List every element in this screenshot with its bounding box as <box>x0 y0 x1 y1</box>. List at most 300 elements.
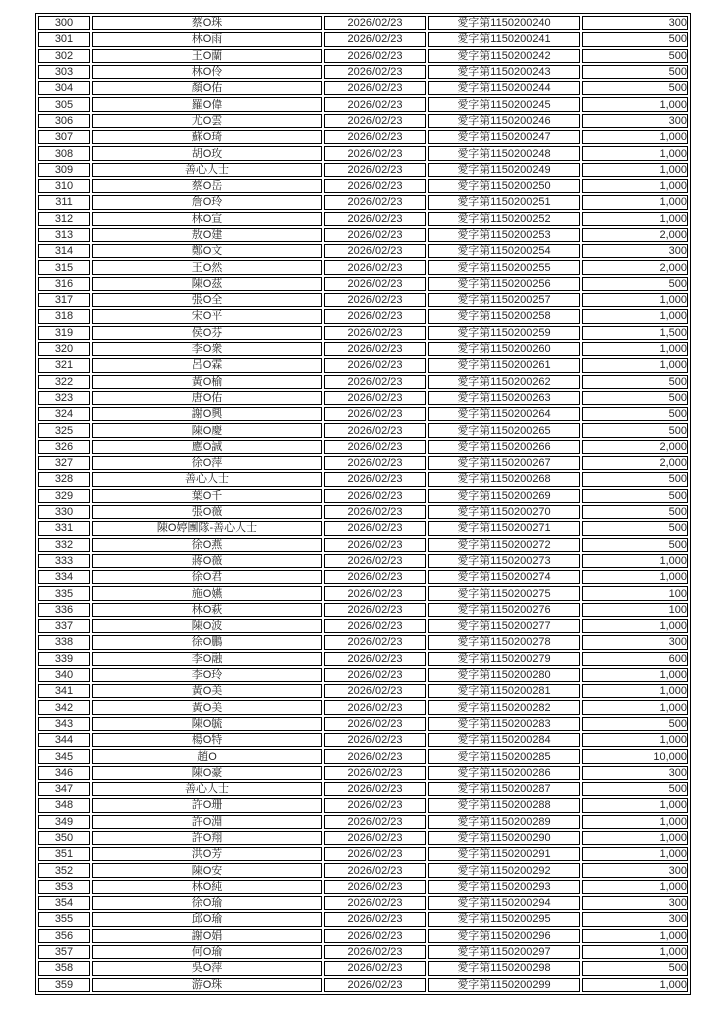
donor-name-cell: 應O誠 <box>92 440 322 454</box>
amount-cell: 500 <box>582 472 688 486</box>
table-row <box>38 277 688 291</box>
donor-name-cell: 羅O偉 <box>92 97 322 111</box>
table-row <box>38 456 688 470</box>
date-cell: 2026/02/23 <box>324 847 426 861</box>
amount-cell: 1,000 <box>582 700 688 714</box>
serial-cell: 348 <box>38 798 90 812</box>
serial-cell: 307 <box>38 130 90 144</box>
serial-cell: 326 <box>38 440 90 454</box>
donor-name-cell: 游O珠 <box>92 978 322 992</box>
receipt-number-cell: 愛字第1150200284 <box>428 733 580 747</box>
date-cell: 2026/02/23 <box>324 49 426 63</box>
amount-cell: 500 <box>582 505 688 519</box>
date-cell: 2026/02/23 <box>324 570 426 584</box>
serial-cell: 355 <box>38 912 90 926</box>
serial-cell: 335 <box>38 586 90 600</box>
donor-name-cell: 李O衆 <box>92 342 322 356</box>
receipt-number-cell: 愛字第1150200254 <box>428 244 580 258</box>
date-cell: 2026/02/23 <box>324 619 426 633</box>
serial-cell: 334 <box>38 570 90 584</box>
receipt-number-cell: 愛字第1150200296 <box>428 929 580 943</box>
amount-cell: 300 <box>582 114 688 128</box>
receipt-number-cell: 愛字第1150200264 <box>428 407 580 421</box>
receipt-number-cell: 愛字第1150200289 <box>428 815 580 829</box>
date-cell: 2026/02/23 <box>324 358 426 372</box>
table-row <box>38 700 688 714</box>
receipt-number-cell: 愛字第1150200285 <box>428 749 580 763</box>
amount-cell: 1,000 <box>582 293 688 307</box>
donation-table <box>35 13 691 995</box>
amount-cell: 2,000 <box>582 228 688 242</box>
amount-cell: 2,000 <box>582 440 688 454</box>
date-cell: 2026/02/23 <box>324 65 426 79</box>
amount-cell: 1,000 <box>582 212 688 226</box>
donor-name-cell: 葉O千 <box>92 489 322 503</box>
amount-cell: 500 <box>582 521 688 535</box>
serial-cell: 340 <box>38 668 90 682</box>
table-row <box>38 896 688 910</box>
serial-cell: 310 <box>38 179 90 193</box>
serial-cell: 302 <box>38 49 90 63</box>
serial-cell: 314 <box>38 244 90 258</box>
date-cell: 2026/02/23 <box>324 326 426 340</box>
receipt-number-cell: 愛字第1150200278 <box>428 635 580 649</box>
serial-cell: 337 <box>38 619 90 633</box>
amount-cell: 500 <box>582 407 688 421</box>
serial-cell: 303 <box>38 65 90 79</box>
donor-name-cell: 鄭O文 <box>92 244 322 258</box>
table-row <box>38 619 688 633</box>
serial-cell: 312 <box>38 212 90 226</box>
date-cell: 2026/02/23 <box>324 163 426 177</box>
amount-cell: 500 <box>582 961 688 975</box>
donor-name-cell: 吳O萍 <box>92 961 322 975</box>
table-row <box>38 244 688 258</box>
serial-cell: 323 <box>38 391 90 405</box>
amount-cell: 600 <box>582 652 688 666</box>
donor-name-cell: 陳O毓 <box>92 717 322 731</box>
date-cell: 2026/02/23 <box>324 342 426 356</box>
amount-cell: 1,000 <box>582 668 688 682</box>
date-cell: 2026/02/23 <box>324 554 426 568</box>
serial-cell: 342 <box>38 700 90 714</box>
serial-cell: 350 <box>38 831 90 845</box>
amount-cell: 1,000 <box>582 179 688 193</box>
receipt-number-cell: 愛字第1150200288 <box>428 798 580 812</box>
receipt-number-cell: 愛字第1150200258 <box>428 309 580 323</box>
serial-cell: 330 <box>38 505 90 519</box>
donor-name-cell: 徐O鵬 <box>92 635 322 649</box>
amount-cell: 500 <box>582 717 688 731</box>
donor-name-cell: 陳O豪 <box>92 766 322 780</box>
serial-cell: 347 <box>38 782 90 796</box>
date-cell: 2026/02/23 <box>324 423 426 437</box>
serial-cell: 316 <box>38 277 90 291</box>
receipt-number-cell: 愛字第1150200259 <box>428 326 580 340</box>
amount-cell: 2,000 <box>582 260 688 274</box>
amount-cell: 500 <box>582 49 688 63</box>
donor-name-cell: 林O雨 <box>92 32 322 46</box>
donation-table-body <box>38 16 688 992</box>
date-cell: 2026/02/23 <box>324 831 426 845</box>
amount-cell: 1,000 <box>582 619 688 633</box>
donor-name-cell: 許O珊 <box>92 798 322 812</box>
date-cell: 2026/02/23 <box>324 456 426 470</box>
amount-cell: 1,000 <box>582 570 688 584</box>
table-row <box>38 782 688 796</box>
donor-name-cell: 王O然 <box>92 260 322 274</box>
amount-cell: 300 <box>582 766 688 780</box>
donor-name-cell: 善心人士 <box>92 472 322 486</box>
date-cell: 2026/02/23 <box>324 863 426 877</box>
table-row <box>38 32 688 46</box>
receipt-number-cell: 愛字第1150200245 <box>428 97 580 111</box>
serial-cell: 322 <box>38 375 90 389</box>
table-row <box>38 603 688 617</box>
amount-cell: 300 <box>582 16 688 30</box>
amount-cell: 1,000 <box>582 195 688 209</box>
amount-cell: 100 <box>582 586 688 600</box>
receipt-number-cell: 愛字第1150200255 <box>428 260 580 274</box>
receipt-number-cell: 愛字第1150200294 <box>428 896 580 910</box>
receipt-number-cell: 愛字第1150200275 <box>428 586 580 600</box>
date-cell: 2026/02/23 <box>324 749 426 763</box>
serial-cell: 309 <box>38 163 90 177</box>
table-row <box>38 831 688 845</box>
donor-name-cell: 善心人士 <box>92 782 322 796</box>
receipt-number-cell: 愛字第1150200287 <box>428 782 580 796</box>
donor-name-cell: 蔡O岳 <box>92 179 322 193</box>
table-row <box>38 81 688 95</box>
table-row <box>38 326 688 340</box>
table-row <box>38 798 688 812</box>
receipt-number-cell: 愛字第1150200251 <box>428 195 580 209</box>
date-cell: 2026/02/23 <box>324 277 426 291</box>
serial-cell: 353 <box>38 880 90 894</box>
amount-cell: 1,000 <box>582 929 688 943</box>
date-cell: 2026/02/23 <box>324 375 426 389</box>
serial-cell: 357 <box>38 945 90 959</box>
serial-cell: 359 <box>38 978 90 992</box>
table-row <box>38 945 688 959</box>
table-row <box>38 863 688 877</box>
amount-cell: 500 <box>582 391 688 405</box>
serial-cell: 345 <box>38 749 90 763</box>
amount-cell: 1,500 <box>582 326 688 340</box>
serial-cell: 301 <box>38 32 90 46</box>
date-cell: 2026/02/23 <box>324 700 426 714</box>
serial-cell: 329 <box>38 489 90 503</box>
serial-cell: 354 <box>38 896 90 910</box>
receipt-number-cell: 愛字第1150200281 <box>428 684 580 698</box>
amount-cell: 1,000 <box>582 554 688 568</box>
receipt-number-cell: 愛字第1150200283 <box>428 717 580 731</box>
receipt-number-cell: 愛字第1150200253 <box>428 228 580 242</box>
receipt-number-cell: 愛字第1150200265 <box>428 423 580 437</box>
amount-cell: 300 <box>582 244 688 258</box>
receipt-number-cell: 愛字第1150200276 <box>428 603 580 617</box>
amount-cell: 1,000 <box>582 684 688 698</box>
serial-cell: 313 <box>38 228 90 242</box>
receipt-number-cell: 愛字第1150200277 <box>428 619 580 633</box>
receipt-number-cell: 愛字第1150200297 <box>428 945 580 959</box>
donor-name-cell: 陳O婷團隊-善心人士 <box>92 521 322 535</box>
table-row <box>38 847 688 861</box>
amount-cell: 1,000 <box>582 733 688 747</box>
date-cell: 2026/02/23 <box>324 538 426 552</box>
serial-cell: 315 <box>38 260 90 274</box>
receipt-number-cell: 愛字第1150200247 <box>428 130 580 144</box>
donor-name-cell: 敖O建 <box>92 228 322 242</box>
serial-cell: 336 <box>38 603 90 617</box>
amount-cell: 1,000 <box>582 831 688 845</box>
receipt-number-cell: 愛字第1150200246 <box>428 114 580 128</box>
date-cell: 2026/02/23 <box>324 684 426 698</box>
donor-name-cell: 陳O慶 <box>92 423 322 437</box>
table-row <box>38 472 688 486</box>
amount-cell: 500 <box>582 489 688 503</box>
amount-cell: 1,000 <box>582 798 688 812</box>
receipt-number-cell: 愛字第1150200295 <box>428 912 580 926</box>
donor-name-cell: 陳O安 <box>92 863 322 877</box>
table-row <box>38 554 688 568</box>
receipt-number-cell: 愛字第1150200279 <box>428 652 580 666</box>
receipt-number-cell: 愛字第1150200250 <box>428 179 580 193</box>
serial-cell: 304 <box>38 81 90 95</box>
receipt-number-cell: 愛字第1150200266 <box>428 440 580 454</box>
receipt-number-cell: 愛字第1150200280 <box>428 668 580 682</box>
receipt-number-cell: 愛字第1150200267 <box>428 456 580 470</box>
donor-name-cell: 善心人士 <box>92 163 322 177</box>
receipt-number-cell: 愛字第1150200282 <box>428 700 580 714</box>
table-row <box>38 733 688 747</box>
receipt-number-cell: 愛字第1150200242 <box>428 49 580 63</box>
donor-name-cell: 徐O燕 <box>92 538 322 552</box>
date-cell: 2026/02/23 <box>324 32 426 46</box>
donor-name-cell: 王O蘭 <box>92 49 322 63</box>
serial-cell: 321 <box>38 358 90 372</box>
amount-cell: 500 <box>582 782 688 796</box>
table-row <box>38 652 688 666</box>
donor-name-cell: 胡O玫 <box>92 146 322 160</box>
donor-name-cell: 謝O興 <box>92 407 322 421</box>
donor-name-cell: 林O宣 <box>92 212 322 226</box>
receipt-number-cell: 愛字第1150200299 <box>428 978 580 992</box>
donor-name-cell: 宋O平 <box>92 309 322 323</box>
date-cell: 2026/02/23 <box>324 815 426 829</box>
receipt-number-cell: 愛字第1150200269 <box>428 489 580 503</box>
serial-cell: 358 <box>38 961 90 975</box>
receipt-number-cell: 愛字第1150200240 <box>428 16 580 30</box>
table-row <box>38 375 688 389</box>
table-row <box>38 293 688 307</box>
receipt-number-cell: 愛字第1150200256 <box>428 277 580 291</box>
amount-cell: 500 <box>582 32 688 46</box>
date-cell: 2026/02/23 <box>324 652 426 666</box>
serial-cell: 349 <box>38 815 90 829</box>
table-row <box>38 538 688 552</box>
donor-name-cell: 趙O <box>92 749 322 763</box>
table-row <box>38 16 688 30</box>
table-row <box>38 717 688 731</box>
table-row <box>38 195 688 209</box>
amount-cell: 300 <box>582 635 688 649</box>
table-row <box>38 309 688 323</box>
table-row <box>38 49 688 63</box>
table-row <box>38 489 688 503</box>
date-cell: 2026/02/23 <box>324 16 426 30</box>
receipt-number-cell: 愛字第1150200260 <box>428 342 580 356</box>
amount-cell: 300 <box>582 912 688 926</box>
date-cell: 2026/02/23 <box>324 978 426 992</box>
date-cell: 2026/02/23 <box>324 146 426 160</box>
date-cell: 2026/02/23 <box>324 489 426 503</box>
donor-name-cell: 林O伶 <box>92 65 322 79</box>
table-row <box>38 668 688 682</box>
donor-name-cell: 黃O美 <box>92 684 322 698</box>
receipt-number-cell: 愛字第1150200249 <box>428 163 580 177</box>
date-cell: 2026/02/23 <box>324 798 426 812</box>
date-cell: 2026/02/23 <box>324 293 426 307</box>
date-cell: 2026/02/23 <box>324 912 426 926</box>
amount-cell: 1,000 <box>582 978 688 992</box>
donor-name-cell: 何O瑜 <box>92 945 322 959</box>
amount-cell: 1,000 <box>582 130 688 144</box>
amount-cell: 1,000 <box>582 342 688 356</box>
donor-name-cell: 顏O佑 <box>92 81 322 95</box>
serial-cell: 324 <box>38 407 90 421</box>
receipt-number-cell: 愛字第1150200244 <box>428 81 580 95</box>
receipt-number-cell: 愛字第1150200257 <box>428 293 580 307</box>
amount-cell: 1,000 <box>582 146 688 160</box>
donor-name-cell: 詹O玲 <box>92 195 322 209</box>
donor-name-cell: 楊O特 <box>92 733 322 747</box>
table-row <box>38 212 688 226</box>
date-cell: 2026/02/23 <box>324 766 426 780</box>
donor-name-cell: 林O純 <box>92 880 322 894</box>
date-cell: 2026/02/23 <box>324 896 426 910</box>
table-row <box>38 260 688 274</box>
table-row <box>38 586 688 600</box>
donor-name-cell: 黃O榆 <box>92 375 322 389</box>
serial-cell: 341 <box>38 684 90 698</box>
amount-cell: 1,000 <box>582 847 688 861</box>
amount-cell: 500 <box>582 81 688 95</box>
table-row <box>38 146 688 160</box>
donor-name-cell: 林O萩 <box>92 603 322 617</box>
date-cell: 2026/02/23 <box>324 521 426 535</box>
table-row <box>38 880 688 894</box>
donor-name-cell: 徐O瑜 <box>92 896 322 910</box>
receipt-number-cell: 愛字第1150200272 <box>428 538 580 552</box>
date-cell: 2026/02/23 <box>324 391 426 405</box>
table-row <box>38 521 688 535</box>
table-row <box>38 130 688 144</box>
donor-name-cell: 蘇O琦 <box>92 130 322 144</box>
serial-cell: 300 <box>38 16 90 30</box>
date-cell: 2026/02/23 <box>324 961 426 975</box>
table-row <box>38 65 688 79</box>
table-row <box>38 440 688 454</box>
donor-name-cell: 李O融 <box>92 652 322 666</box>
date-cell: 2026/02/23 <box>324 228 426 242</box>
amount-cell: 1,000 <box>582 358 688 372</box>
receipt-number-cell: 愛字第1150200268 <box>428 472 580 486</box>
date-cell: 2026/02/23 <box>324 945 426 959</box>
amount-cell: 1,000 <box>582 163 688 177</box>
table-row <box>38 912 688 926</box>
receipt-number-cell: 愛字第1150200291 <box>428 847 580 861</box>
serial-cell: 338 <box>38 635 90 649</box>
serial-cell: 325 <box>38 423 90 437</box>
receipt-number-cell: 愛字第1150200290 <box>428 831 580 845</box>
donor-name-cell: 邱O瑜 <box>92 912 322 926</box>
table-row <box>38 978 688 992</box>
table-row <box>38 423 688 437</box>
serial-cell: 318 <box>38 309 90 323</box>
amount-cell: 1,000 <box>582 97 688 111</box>
donor-name-cell: 陳O波 <box>92 619 322 633</box>
table-row <box>38 97 688 111</box>
date-cell: 2026/02/23 <box>324 733 426 747</box>
donor-name-cell: 張O薇 <box>92 505 322 519</box>
amount-cell: 100 <box>582 603 688 617</box>
date-cell: 2026/02/23 <box>324 440 426 454</box>
donor-name-cell: 洪O芳 <box>92 847 322 861</box>
donor-name-cell: 陳O茲 <box>92 277 322 291</box>
date-cell: 2026/02/23 <box>324 407 426 421</box>
table-row <box>38 391 688 405</box>
donor-name-cell: 黃O美 <box>92 700 322 714</box>
date-cell: 2026/02/23 <box>324 668 426 682</box>
receipt-number-cell: 愛字第1150200248 <box>428 146 580 160</box>
serial-cell: 308 <box>38 146 90 160</box>
amount-cell: 500 <box>582 277 688 291</box>
date-cell: 2026/02/23 <box>324 114 426 128</box>
donor-name-cell: 徐O萍 <box>92 456 322 470</box>
serial-cell: 331 <box>38 521 90 535</box>
table-row <box>38 358 688 372</box>
serial-cell: 339 <box>38 652 90 666</box>
amount-cell: 2,000 <box>582 456 688 470</box>
serial-cell: 305 <box>38 97 90 111</box>
amount-cell: 1,000 <box>582 945 688 959</box>
amount-cell: 1,000 <box>582 309 688 323</box>
donor-name-cell: 許O翔 <box>92 831 322 845</box>
donor-name-cell: 侯O芬 <box>92 326 322 340</box>
donor-name-cell: 謝O娟 <box>92 929 322 943</box>
amount-cell: 300 <box>582 896 688 910</box>
date-cell: 2026/02/23 <box>324 130 426 144</box>
table-row <box>38 929 688 943</box>
donor-name-cell: 施O嬿 <box>92 586 322 600</box>
donor-name-cell: 呂O霖 <box>92 358 322 372</box>
table-row <box>38 766 688 780</box>
receipt-number-cell: 愛字第1150200273 <box>428 554 580 568</box>
amount-cell: 500 <box>582 375 688 389</box>
amount-cell: 500 <box>582 423 688 437</box>
date-cell: 2026/02/23 <box>324 717 426 731</box>
receipt-number-cell: 愛字第1150200263 <box>428 391 580 405</box>
table-row <box>38 179 688 193</box>
date-cell: 2026/02/23 <box>324 505 426 519</box>
date-cell: 2026/02/23 <box>324 603 426 617</box>
receipt-number-cell: 愛字第1150200298 <box>428 961 580 975</box>
table-row <box>38 961 688 975</box>
date-cell: 2026/02/23 <box>324 472 426 486</box>
serial-cell: 333 <box>38 554 90 568</box>
date-cell: 2026/02/23 <box>324 212 426 226</box>
